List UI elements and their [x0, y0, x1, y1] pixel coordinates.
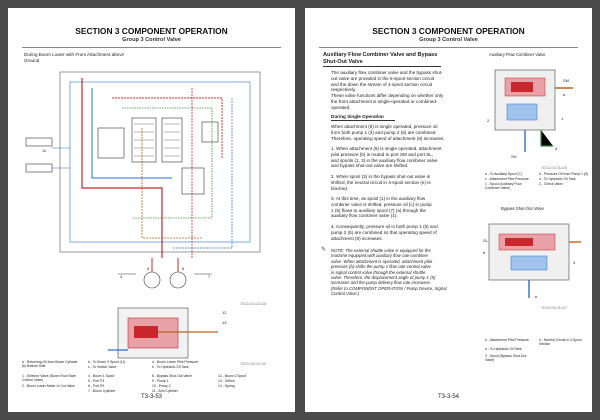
right-page-number: T3-3-54: [437, 394, 459, 400]
legend-item: a - Returning Oil from Boom Cylinder (b) Bottom Side: [22, 360, 78, 369]
step-line: combiner valve is shifted, pressure oil (c) in pump: [331, 201, 432, 207]
intro-line: out valve are provided in the 5-spool section circuit: [331, 75, 435, 81]
left-header-rule: [22, 47, 281, 48]
note-line: (Refer to COMPONENT OPERATION / Pump Device, Signal: [331, 285, 447, 291]
step-line: shifted, the neutral circuit in 4-spool section (e) is: [331, 179, 431, 185]
single-intro-line: When attachment (8) is single operated, pressure oil: [331, 124, 438, 129]
legend-item: b - Pressure Oil from Pump 1 (5): [539, 172, 588, 176]
legend-item: 5 - Port P3: [88, 379, 105, 383]
left-caption: [24, 52, 124, 63]
bypass-shutout-diagram: [481, 214, 585, 304]
label-13: 13: [222, 320, 227, 325]
step-line: and spools (1, 3) in the auxiliary flow combiner valve: [331, 157, 438, 163]
diagram2-label-3: 3: [573, 260, 576, 265]
legend-item: 2 - Boom Lower Meter-In Cut Valve: [22, 384, 75, 388]
legend-item: a - To Auxiliary Spool (7): [485, 172, 522, 176]
intro-line: The auxiliary flow combiner valve and the bypass shut-: [331, 70, 443, 75]
step-2: [331, 174, 431, 191]
note-line: pressure (b) shifts the pump 1 flow rate control valve: [331, 264, 431, 270]
label-4: 4: [120, 274, 123, 279]
left-ref-1: TDCD-03-03-018: [240, 302, 267, 306]
note-line: Control Valve.): [331, 291, 360, 297]
diagram1-label-SM: SM: [563, 78, 569, 83]
diagram1-label-a: a: [563, 92, 566, 97]
note-pencil-icon: ✎: [321, 247, 327, 253]
note-line: in signal control valve through the external shuttle: [331, 269, 426, 275]
legend-item: 8 - Bypass Shut-Out Valve: [152, 374, 192, 378]
legend-item: 14 - Spring: [218, 384, 235, 388]
label-6: 6: [182, 266, 185, 271]
left-legend: [22, 360, 284, 392]
diagram2-title: Bypass Shut-Out Valve: [501, 206, 544, 211]
label-5: 5: [147, 266, 150, 271]
step-line: 4. Consequently, pressure oil in both pump 1 (5) and: [331, 224, 438, 229]
step-1: [331, 146, 442, 169]
diagram1-title: Auxiliary Flow Combiner Valve: [489, 52, 546, 57]
title-line: Auxiliary Flow Combiner Valve and Bypass: [323, 52, 438, 58]
legend-item: b - To Boom 2 Spool (11): [88, 360, 126, 364]
step-3: [331, 196, 432, 219]
legend-item: b - Attachment Pilot Pressure: [485, 338, 529, 342]
single-intro-line: Therefore, operating speed of attachment (8) increases.: [331, 135, 445, 141]
legend-item: 4 - Boom 1 Spool: [88, 374, 115, 378]
label-7: 7: [208, 274, 211, 279]
right-header-rule: [319, 47, 578, 48]
single-op-intro: [331, 124, 445, 141]
legend-item: 6 - Port P9: [88, 384, 105, 388]
step-line: 1. When attachment (8) is single operated, attachment: [331, 146, 442, 151]
caption-line: Ground: [24, 57, 40, 63]
legend-item: 1 - Selector Valve (Boom Flow Rate Control Valve): [22, 374, 76, 383]
legend-item: d - To Hydraulic Oil Tank: [539, 177, 576, 181]
step-line: pilot pressure (b) is routed to port SM and port SL,: [331, 151, 434, 157]
diagram1-label-2: 2: [487, 118, 490, 123]
left-section-title: SECTION 3 COMPONENT OPERATION: [75, 26, 228, 36]
label-12: 12: [222, 310, 227, 315]
step-line: 1 (5) flows to auxiliary spool (7) (a) through the: [331, 207, 426, 213]
diagram2-legend: [485, 338, 589, 364]
subhead-underline: [331, 120, 395, 121]
legend-item: 3 - Spool (Bypass Shut-Out Valve): [485, 354, 527, 363]
hydraulic-circuit-diagram: [22, 68, 282, 298]
legend-item: d - Boom Lower Pilot Pressure: [152, 360, 198, 364]
aux-flow-combiner-diagram: [481, 60, 585, 164]
intro-line: These valve functions differ depending on whether only: [331, 93, 444, 99]
intro-line: and the down the stream of 4-spool section circuit: [331, 81, 433, 87]
diagram2-ref: TDCD-03-03-027: [541, 306, 568, 310]
step-line: 3. At this time, as spool (1) in the auxiliary flow: [331, 196, 426, 201]
diagram1-label-d: d: [555, 146, 558, 151]
right-group-title: Group 3 Control Valve: [419, 37, 478, 43]
diagram1-ref: TDCD-03-03-028: [541, 166, 568, 170]
right-section-title: SECTION 3 COMPONENT OPERATION: [372, 26, 525, 36]
left-page-number: T3-3-53: [140, 394, 162, 400]
right-title: [323, 52, 437, 65]
label-11: 11: [42, 148, 47, 153]
step-line: pump 2 (6) are combined so that operating speed of: [331, 229, 437, 235]
step-4: [331, 224, 438, 241]
left-header: [8, 26, 295, 43]
legend-item: 9 - Pump 1: [152, 379, 169, 383]
intro-line: operated.: [331, 104, 351, 110]
diagram1-label-1: 1: [561, 116, 564, 121]
diagram2-label-SL: SL: [483, 238, 488, 243]
legend-item: 11 - Arm Cylinder: [152, 389, 178, 393]
note-line: machine equipped with auxiliary flow rate combiner: [331, 253, 429, 259]
legend-item: 7 - Boom Cylinder: [88, 389, 116, 393]
intro-line: the front attachment is single-operated or combined-: [331, 98, 438, 104]
caption-line: During Boom Lower with From Attachment above: [24, 52, 125, 57]
single-op-subhead: During Single Operation: [331, 114, 384, 119]
legend-item: 2 - Check Valve: [539, 182, 563, 186]
title-underline: [323, 66, 441, 67]
note-line: valve. When attachment is operated, attachment pilot: [331, 258, 433, 264]
single-intro-line: from both pump 1 (3) and pump 2 (6) are combined.: [331, 129, 437, 135]
diagram2-label-e: e: [535, 294, 538, 299]
step-line: auxiliary flow combiner valve (1).: [331, 213, 398, 219]
right-page: [305, 8, 592, 412]
legend-item: e - Neutral Circuit in 4-Spool Section: [539, 338, 582, 347]
step-line: blocked.: [331, 185, 349, 191]
diagram1-legend: [485, 172, 589, 196]
note-line: NOTE: The external shuttle valve is equipped for the: [331, 248, 431, 253]
legend-item: 13 - Orifice: [218, 379, 235, 383]
legend-item: 1 - Spool (Auxiliary Flow Combiner Valve): [485, 182, 522, 191]
intro-paragraph: [331, 70, 443, 111]
note-line: increases and the pump delivery flow rate increases.: [331, 280, 432, 286]
right-header: [305, 26, 592, 43]
boom-spool-detail-diagram: [98, 304, 248, 364]
note-block: [331, 248, 447, 297]
diagram2-label-b: b: [483, 250, 486, 255]
left-group-title: Group 3 Control Valve: [122, 37, 181, 43]
legend-item: d - To Hydraulic Oil Tank: [485, 347, 522, 351]
diagram1-label-SH: SH: [511, 154, 517, 159]
step-line: 2. When spool (3) in the bypass shut-out valve is: [331, 174, 431, 179]
left-ref-2: TDCD-03-03-019: [240, 362, 267, 366]
legend-item: c - To Switch Valve: [88, 365, 117, 369]
intro-line: respectively.: [331, 87, 357, 93]
legend-item: c - Attachment Pilot Pressure: [485, 177, 529, 181]
legend-item: 12 - Boom 2 Spool: [218, 374, 247, 378]
legend-item: e - To Hydraulic Oil Tank: [152, 365, 189, 369]
title-line: Shut-Out Valve: [323, 58, 363, 65]
left-page: [8, 8, 295, 412]
note-line: valve. Therefore, the displacement angle of pump 1 (5): [331, 275, 436, 281]
step-line: attachment (8) increases.: [331, 235, 383, 241]
legend-item: 10 - Pump 2: [152, 384, 171, 388]
step-line: and bypass shut-out valve are shifted.: [331, 163, 409, 169]
